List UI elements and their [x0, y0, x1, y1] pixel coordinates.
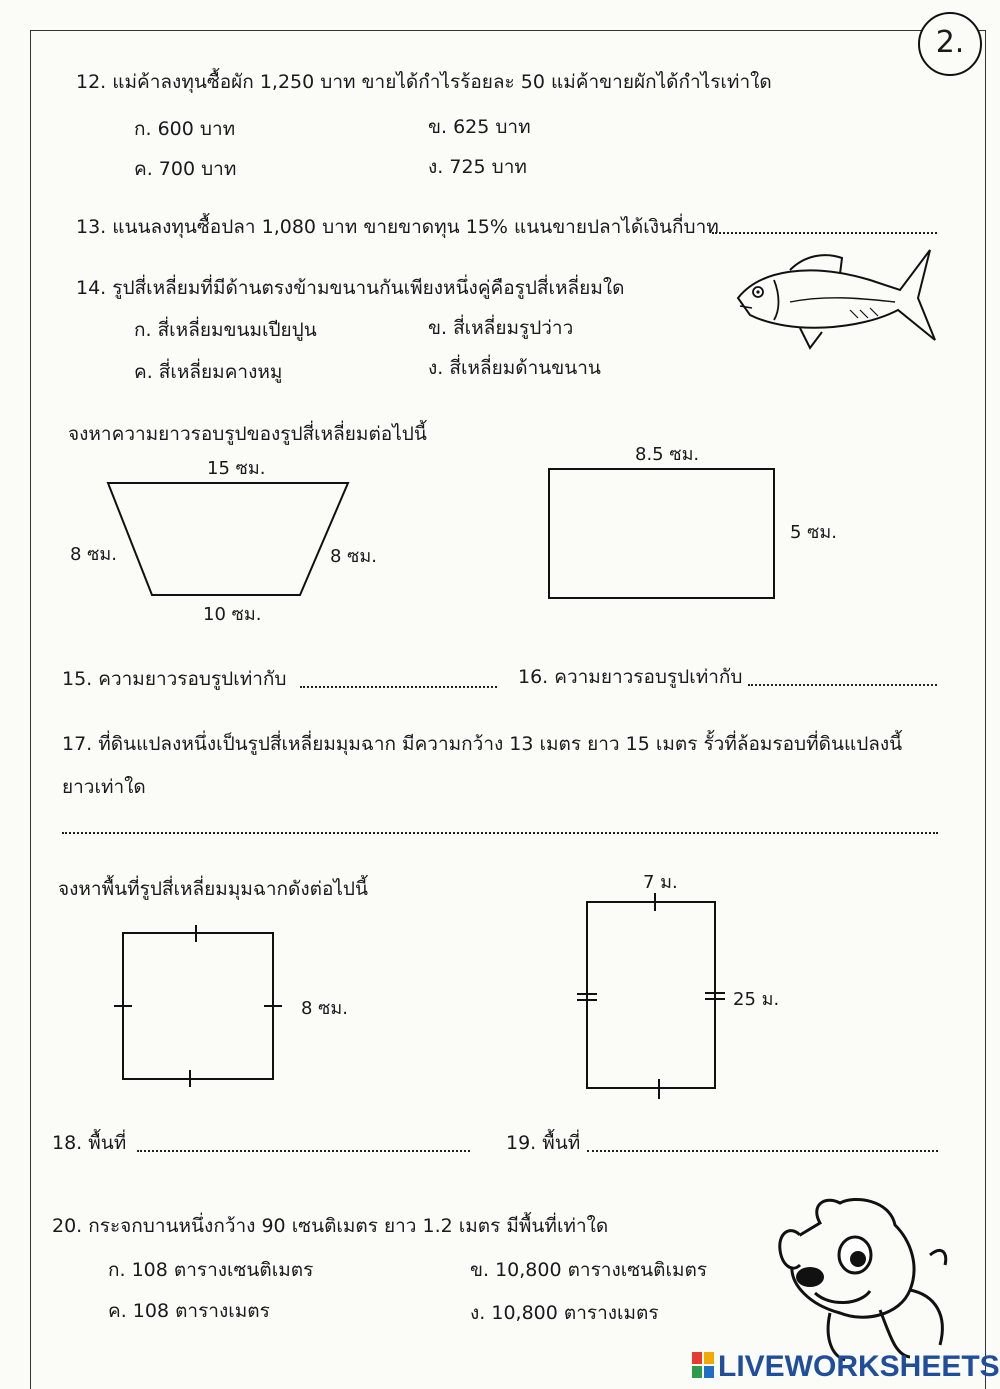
- q12-choice-b[interactable]: ข. 625 บาท: [428, 116, 531, 138]
- q17-line1: 17. ที่ดินแปลงหนึ่งเป็นรูปสี่เหลี่ยมมุมฉาก มีความกว้าง 13 เมตร ยาว 15 เมตร รั้วที่ล้อมรอบที่ดินแปลงนี้: [62, 733, 903, 755]
- q14-choice-d[interactable]: ง. สี่เหลี่ยมด้านขนาน: [428, 357, 601, 379]
- square-figure: [110, 922, 285, 1090]
- dog-illustration: [770, 1195, 955, 1365]
- page-border-top: [30, 30, 986, 31]
- liveworksheets-watermark: LIVEWORKSHEETS: [718, 1350, 1000, 1383]
- trapezoid-top-label: 15 ซม.: [207, 458, 266, 479]
- q15-label: 15. ความยาวรอบรูปเท่ากับ: [62, 668, 287, 690]
- fish-illustration: [730, 240, 945, 355]
- page-border-left: [30, 30, 31, 1389]
- page-number: 2.: [918, 12, 982, 76]
- liveworksheets-logo-icon: [692, 1352, 716, 1380]
- q14-choice-a[interactable]: ก. สี่เหลี่ยมขนมเปียปูน: [134, 319, 317, 341]
- q13-question: 13. แนนลงทุนซื้อปลา 1,080 บาท ขายขาดทุน 15% แนนขายปลาได้เงินกี่บาท: [76, 216, 719, 238]
- q12-question: 12. แม่ค้าลงทุนซื้อผัก 1,250 บาท ขายได้กำไรร้อยละ 50 แม่ค้าขายผักได้กำไรเท่าใด: [76, 71, 772, 93]
- q18-answer-line[interactable]: [137, 1150, 470, 1152]
- area-instruction: จงหาพื้นที่รูปสี่เหลี่ยมมุมฉากดังต่อไปนี้: [58, 878, 368, 900]
- q16-answer-line[interactable]: [748, 684, 937, 686]
- q20-choice-d[interactable]: ง. 10,800 ตารางเมตร: [470, 1302, 659, 1324]
- trapezoid-right-label: 8 ซม.: [330, 546, 377, 567]
- q18-label: 18. พื้นที่: [52, 1132, 127, 1154]
- q14-question: 14. รูปสี่เหลี่ยมที่มีด้านตรงข้ามขนานกันเพียงหนึ่งคู่คือรูปสี่เหลี่ยมใด: [76, 277, 625, 299]
- square-side-label: 8 ซม.: [301, 998, 348, 1019]
- q14-choice-c[interactable]: ค. สี่เหลี่ยมคางหมู: [134, 361, 283, 383]
- rectangle-top-label: 8.5 ซม.: [635, 444, 700, 465]
- q17-answer-line[interactable]: [62, 832, 938, 834]
- trapezoid-left-label: 8 ซม.: [70, 544, 117, 565]
- trapezoid-figure: [108, 482, 350, 597]
- q20-choice-b[interactable]: ข. 10,800 ตารางเซนติเมตร: [470, 1259, 708, 1281]
- rectangle-figure-area: [575, 893, 725, 1103]
- q19-answer-line[interactable]: [587, 1150, 938, 1152]
- trapezoid-bottom-label: 10 ซม.: [203, 604, 262, 625]
- area-rectangle-right-label: 25 ม.: [733, 989, 780, 1010]
- page-border-right: [985, 30, 986, 1389]
- q12-choice-c[interactable]: ค. 700 บาท: [134, 158, 237, 180]
- q14-choice-b[interactable]: ข. สี่เหลี่ยมรูปว่าว: [428, 317, 574, 339]
- q12-choice-a[interactable]: ก. 600 บาท: [134, 118, 236, 140]
- perimeter-instruction: จงหาความยาวรอบรูปของรูปสี่เหลี่ยมต่อไปนี้: [68, 423, 427, 445]
- q20-choice-a[interactable]: ก. 108 ตารางเซนติเมตร: [108, 1259, 314, 1281]
- q20-question: 20. กระจกบานหนึ่งกว้าง 90 เซนติเมตร ยาว 1.2 เมตร มีพื้นที่เท่าใด: [52, 1215, 609, 1237]
- q19-label: 19. พื้นที่: [506, 1132, 581, 1154]
- q17-line2: ยาวเท่าใด: [62, 776, 146, 798]
- q15-answer-line[interactable]: [300, 686, 497, 688]
- rectangle-figure-perimeter: [548, 468, 776, 600]
- q13-answer-line[interactable]: [712, 232, 937, 234]
- q20-choice-c[interactable]: ค. 108 ตารางเมตร: [108, 1300, 270, 1322]
- q16-label: 16. ความยาวรอบรูปเท่ากับ: [518, 666, 743, 688]
- area-rectangle-top-label: 7 ม.: [643, 872, 678, 893]
- q12-choice-d[interactable]: ง. 725 บาท: [428, 156, 527, 178]
- rectangle-right-label: 5 ซม.: [790, 522, 837, 543]
